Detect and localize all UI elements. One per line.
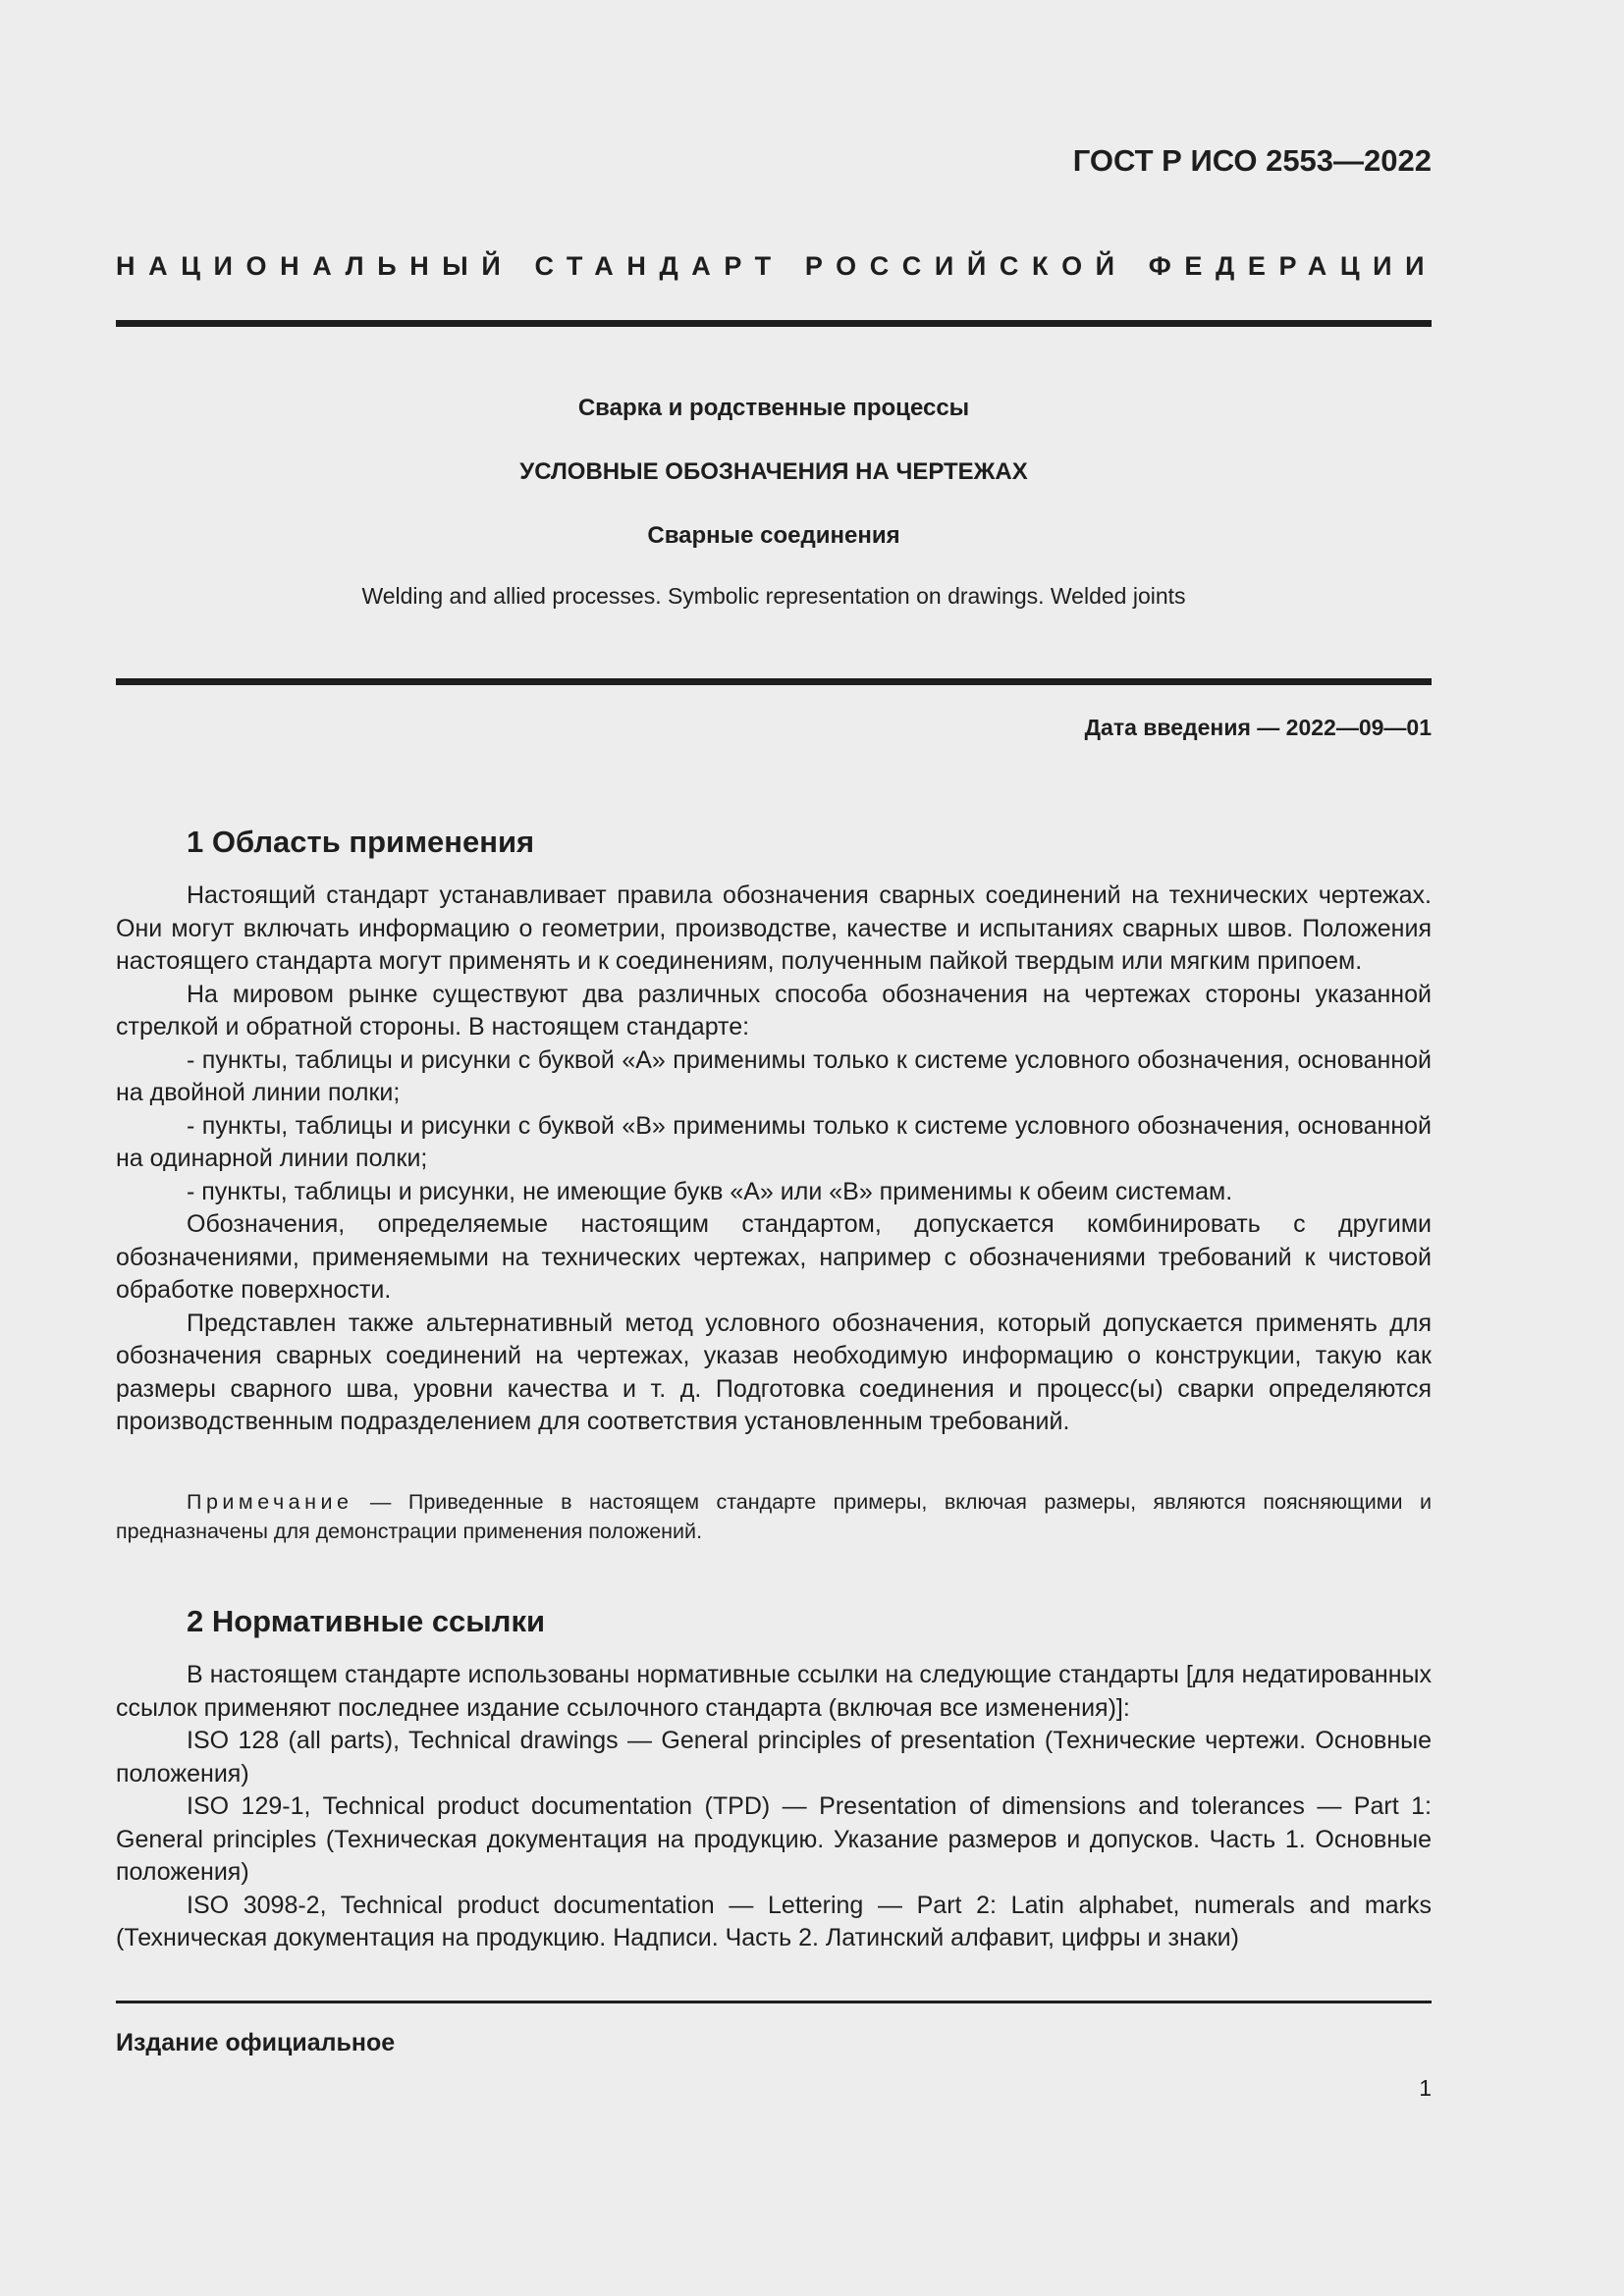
note (116, 1487, 1432, 1546)
note-label: Примечание (187, 1490, 353, 1514)
introduction-date: Дата введения — 2022—09—01 (1084, 715, 1432, 740)
paragraph: В настоящем стандарте использованы нормативные ссылки на следующие стандарты [для недатированных ссылок применяют последнее издание ссылочного стандарта (включая все изменения)]: (116, 1661, 1432, 1722)
note-text: — Приведенные в настоящем стандарте примеры, включая размеры, являются поясняющими и предназначены для демонстрации применения положений. (116, 1490, 1432, 1543)
official-edition-label: Издание официальное (116, 2029, 396, 2056)
page-number: 1 (1419, 2075, 1432, 2101)
footer-rule (116, 2001, 1432, 2003)
paragraph: На мировом рынке существуют два различных способа обозначения на чертежах стороны указанной стрелкой и обратной стороны. В настоящем стандарте: (116, 980, 1432, 1041)
title-line-3: Сварные соединения (647, 522, 900, 549)
title-line-1: Сварка и родственные процессы (577, 395, 970, 421)
paragraph: Представлен также альтернативный метод условного обозначения, который допускается применять для обозначения сварных соединений на чертежах, указав необходимую информацию о конструкции, такую как размеры сварного шва, уровни качества и т. д. Подготовка соединения и процесс(ы) сварки определяются производственным подразделением для соответствия установленным требований. (116, 1308, 1432, 1435)
middle-rule (116, 678, 1432, 685)
reference-item: ISO 128 (all parts), Technical drawings — General principles of presentation (Технические чертежи. Основные положения) (116, 1727, 1432, 1788)
section-1-heading: 1 Область применения (187, 825, 535, 859)
paragraph: Обозначения, определяемые настоящим стандартом, допускается комбинировать с другими обозначениями, применяемыми на технических чертежах, например с обозначениями требований к чистовой обработке поверхности. (116, 1210, 1432, 1304)
section-1-body (116, 880, 1432, 1439)
reference-item: ISO 129-1, Technical product documentation (TPD) — Presentation of dimensions and tolerances — Part 1: General principles (Техническая документация на продукцию. Указание размеров и допусков. Часть 1. Основные положения) (116, 1792, 1432, 1886)
list-item: - пункты, таблицы и рисунки с буквой «А» применимы только к системе условного обозначения, основанной на двойной линии полки; (116, 1045, 1432, 1106)
national-standard-title: НАЦИОНАЛЬНЫЙ СТАНДАРТ РОССИЙСКОЙ ФЕДЕРАЦИИ (116, 251, 1438, 281)
title-line-2: УСЛОВНЫЕ ОБОЗНАЧЕНИЯ НА ЧЕРТЕЖАХ (519, 458, 1028, 485)
english-title: Welding and allied processes. Symbolic representation on drawings. Welded joints (361, 583, 1186, 609)
top-rule (116, 320, 1432, 327)
list-item: - пункты, таблицы и рисунки, не имеющие букв «А» или «В» применимы к обеим системам. (187, 1177, 1233, 1205)
reference-item: ISO 3098-2, Technical product documentation — Lettering — Part 2: Latin alphabet, numerals and marks (Техническая документация на продукцию. Надписи. Часть 2. Латинский алфавит, цифры и знаки) (116, 1891, 1432, 1951)
document-number: ГОСТ Р ИСО 2553—2022 (1072, 143, 1432, 178)
section-2-heading: 2 Нормативные ссылки (187, 1604, 546, 1638)
list-item: - пункты, таблицы и рисунки с буквой «В» применимы только к системе условного обозначения, основанной на одинарной линии полки; (116, 1111, 1432, 1172)
paragraph: Настоящий стандарт устанавливает правила обозначения сварных соединений на технических чертежах. Они могут включать информацию о геометрии, производстве, качестве и испытаниях сварных швов. Положения настоящего стандарта могут применять и к соединениям, полученным пайкой твердым или мягким припоем. (116, 881, 1432, 975)
section-2-body (116, 1659, 1432, 1955)
